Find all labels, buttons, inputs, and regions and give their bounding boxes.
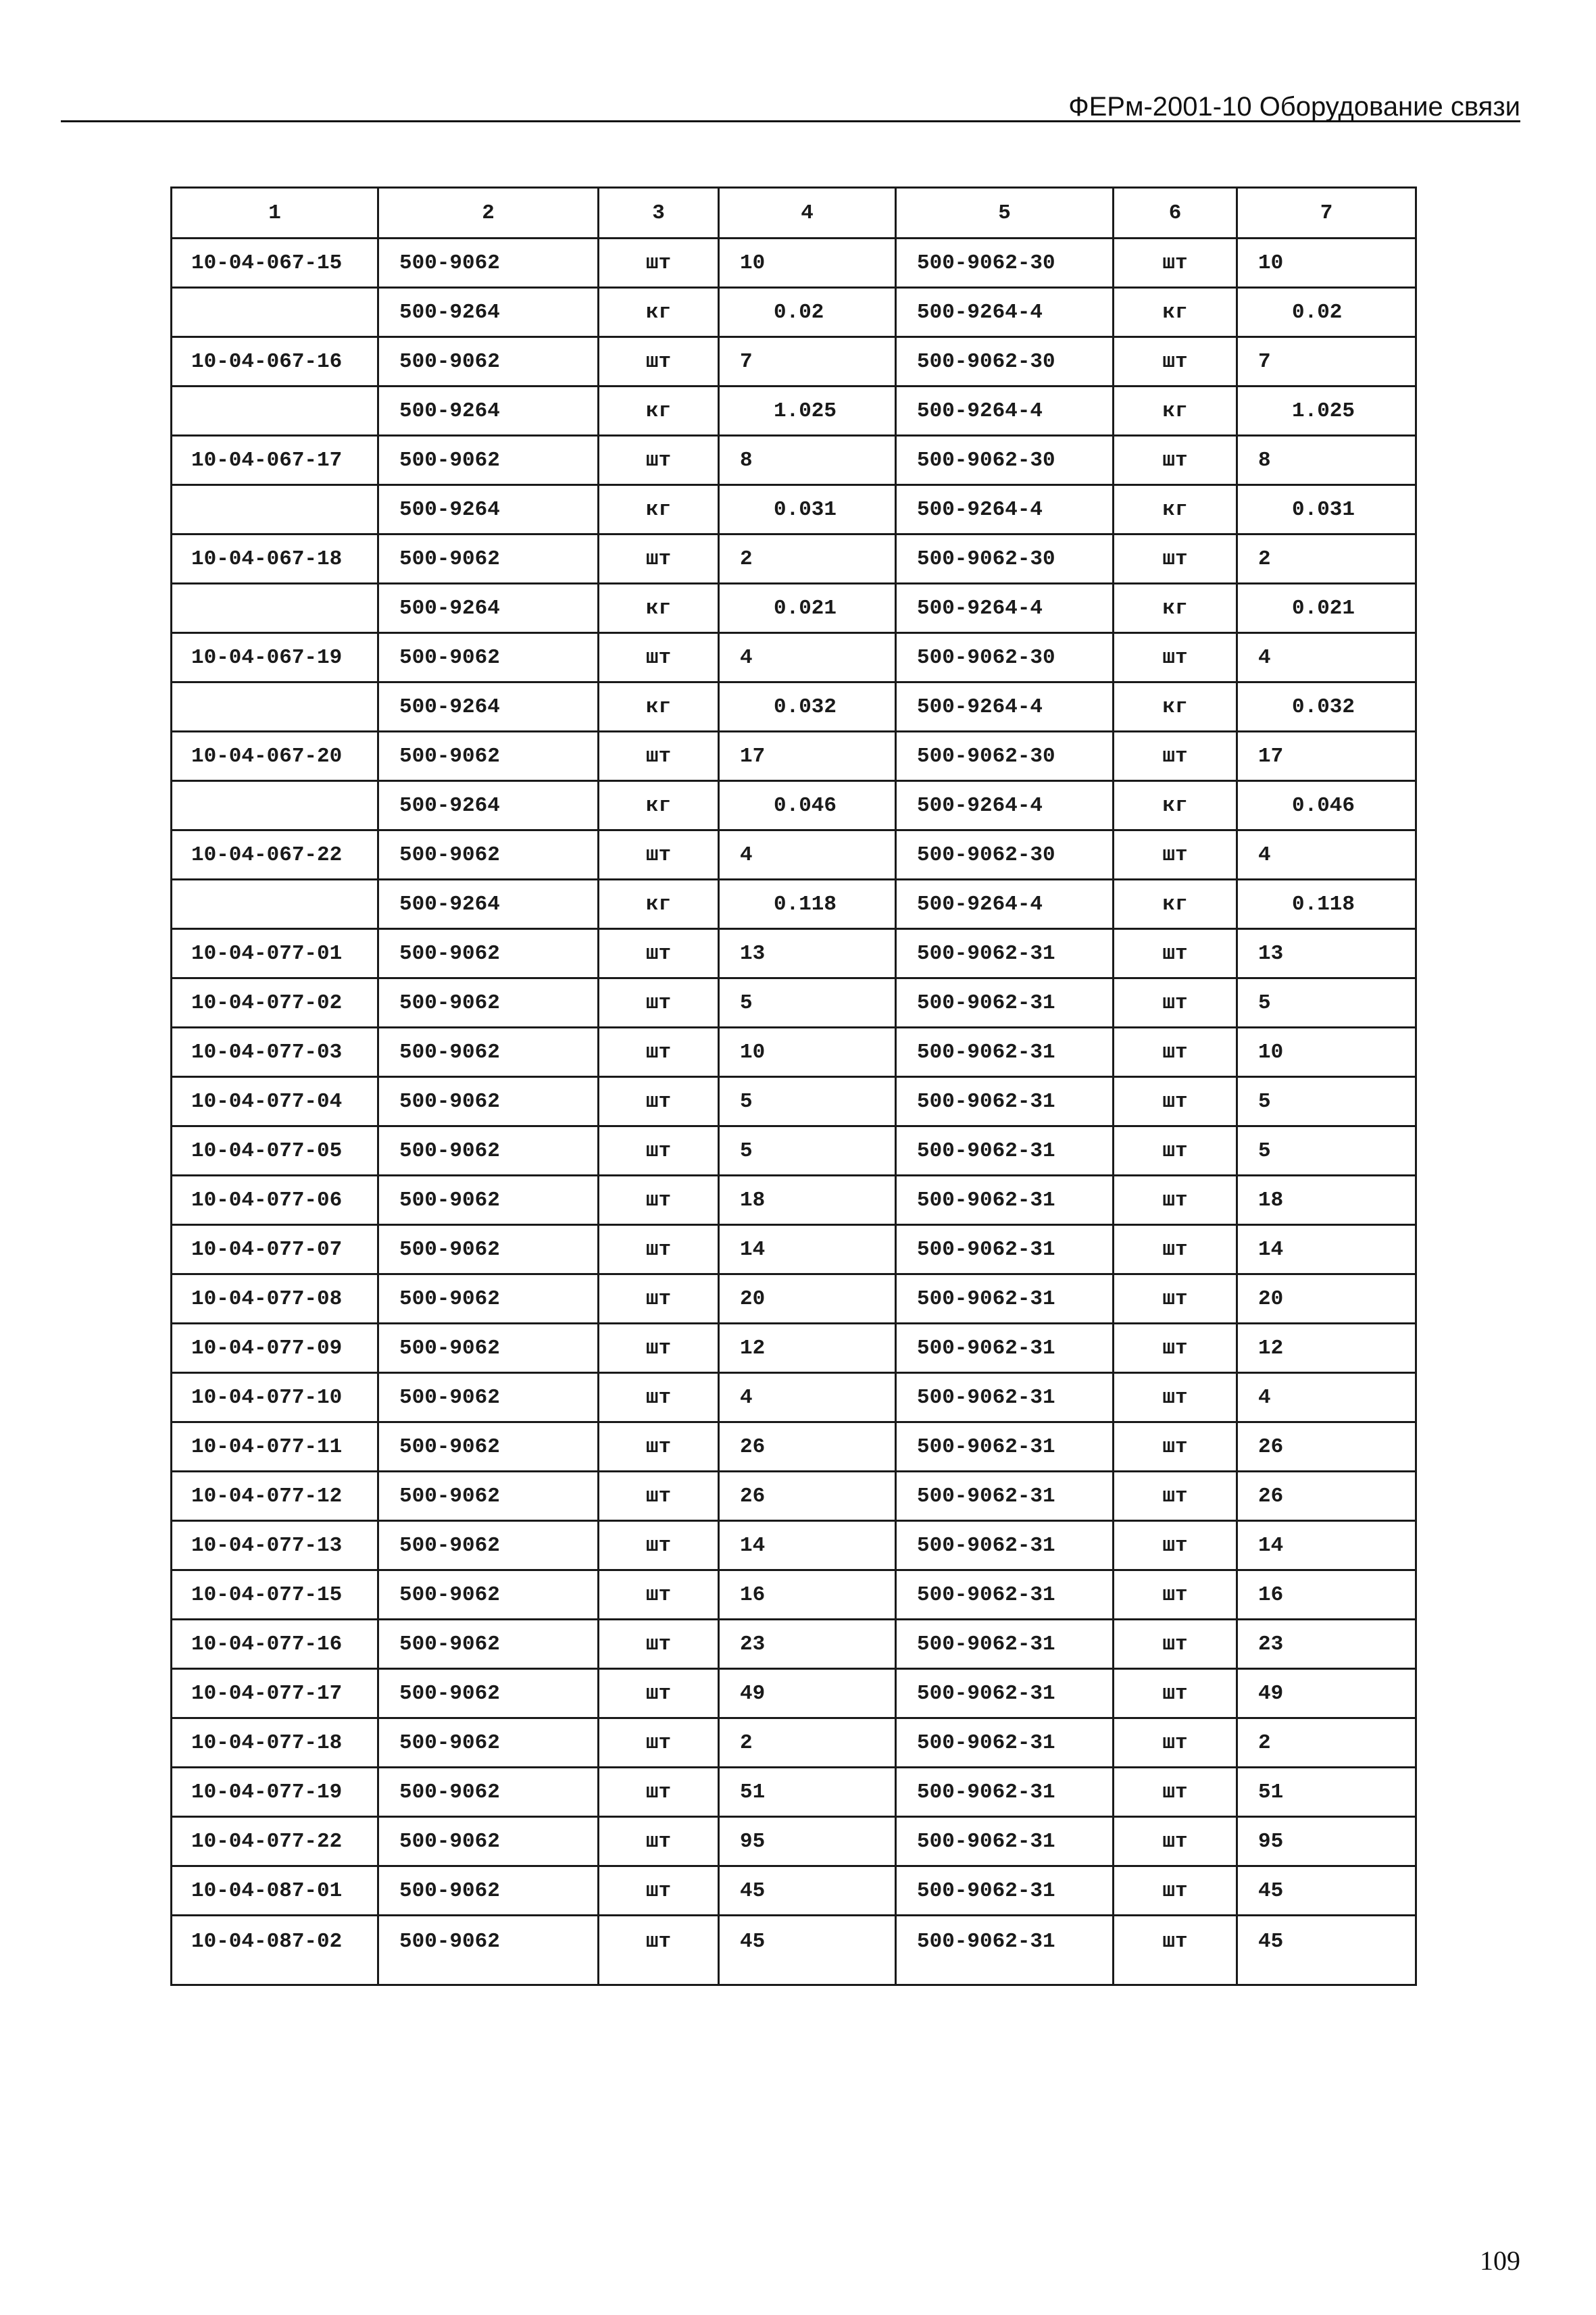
unit-cell: шт — [599, 1077, 719, 1126]
column-header: 6 — [1114, 188, 1237, 239]
new-unit-cell: шт — [1114, 1176, 1237, 1225]
norm-code-cell: 10-04-077-07 — [172, 1225, 378, 1274]
norm-code-cell: 10-04-077-01 — [172, 929, 378, 978]
new-unit-cell: шт — [1114, 1916, 1237, 1985]
new-quantity-cell: 0.032 — [1237, 682, 1416, 732]
new-resource-code-cell: 500-9062-31 — [896, 1669, 1114, 1718]
resource-code-cell: 500-9062 — [378, 1472, 599, 1521]
new-resource-code-cell: 500-9062-31 — [896, 1028, 1114, 1077]
resource-code-cell: 500-9062 — [378, 1866, 599, 1916]
unit-cell: кг — [599, 584, 719, 633]
table-row — [172, 1718, 1416, 1768]
resource-code-cell: 500-9264 — [378, 880, 599, 929]
quantity-cell: 16 — [719, 1570, 896, 1620]
table-row — [172, 633, 1416, 682]
norm-code-cell — [172, 880, 378, 929]
resource-code-cell: 500-9062 — [378, 534, 599, 584]
norm-code-cell — [172, 682, 378, 732]
new-quantity-cell: 4 — [1237, 830, 1416, 880]
quantity-cell: 5 — [719, 1126, 896, 1176]
unit-cell: шт — [599, 1422, 719, 1472]
quantity-cell: 0.032 — [719, 682, 896, 732]
table-row — [172, 239, 1416, 288]
header-divider — [61, 120, 1520, 122]
new-resource-code-cell: 500-9062-31 — [896, 1324, 1114, 1373]
quantity-cell: 0.118 — [719, 880, 896, 929]
unit-cell: шт — [599, 1570, 719, 1620]
quantity-cell: 0.031 — [719, 485, 896, 534]
new-unit-cell: шт — [1114, 1768, 1237, 1817]
new-resource-code-cell: 500-9062-31 — [896, 978, 1114, 1028]
quantity-cell: 5 — [719, 978, 896, 1028]
new-unit-cell: шт — [1114, 1225, 1237, 1274]
new-unit-cell: шт — [1114, 1324, 1237, 1373]
new-resource-code-cell: 500-9264-4 — [896, 880, 1114, 929]
new-quantity-cell: 20 — [1237, 1274, 1416, 1324]
new-unit-cell: шт — [1114, 1521, 1237, 1570]
norm-code-cell: 10-04-077-09 — [172, 1324, 378, 1373]
quantity-cell: 26 — [719, 1422, 896, 1472]
new-resource-code-cell: 500-9062-31 — [896, 1817, 1114, 1866]
table-row — [172, 781, 1416, 830]
new-quantity-cell: 51 — [1237, 1768, 1416, 1817]
resource-code-cell: 500-9062 — [378, 337, 599, 387]
resource-code-cell: 500-9062 — [378, 1422, 599, 1472]
table-row — [172, 1176, 1416, 1225]
unit-cell: кг — [599, 485, 719, 534]
new-quantity-cell: 5 — [1237, 978, 1416, 1028]
new-quantity-cell: 0.021 — [1237, 584, 1416, 633]
norm-code-cell: 10-04-077-11 — [172, 1422, 378, 1472]
quantity-cell: 23 — [719, 1620, 896, 1669]
column-header: 3 — [599, 188, 719, 239]
new-unit-cell: шт — [1114, 239, 1237, 288]
norm-code-cell: 10-04-077-08 — [172, 1274, 378, 1324]
resource-code-cell: 500-9264 — [378, 288, 599, 337]
new-resource-code-cell: 500-9062-31 — [896, 1620, 1114, 1669]
quantity-cell: 18 — [719, 1176, 896, 1225]
quantity-cell: 14 — [719, 1225, 896, 1274]
column-header: 4 — [719, 188, 896, 239]
table-row — [172, 830, 1416, 880]
resource-code-cell: 500-9062 — [378, 1916, 599, 1985]
resource-code-cell: 500-9264 — [378, 682, 599, 732]
unit-cell: шт — [599, 534, 719, 584]
quantity-cell: 45 — [719, 1916, 896, 1985]
quantity-cell: 2 — [719, 534, 896, 584]
quantity-cell: 5 — [719, 1077, 896, 1126]
new-resource-code-cell: 500-9062-30 — [896, 239, 1114, 288]
quantity-cell: 26 — [719, 1472, 896, 1521]
unit-cell: кг — [599, 781, 719, 830]
new-quantity-cell: 4 — [1237, 633, 1416, 682]
new-quantity-cell: 10 — [1237, 1028, 1416, 1077]
new-unit-cell: шт — [1114, 732, 1237, 781]
table-row — [172, 436, 1416, 485]
new-unit-cell: кг — [1114, 781, 1237, 830]
norm-code-cell: 10-04-077-17 — [172, 1669, 378, 1718]
new-quantity-cell: 16 — [1237, 1570, 1416, 1620]
new-quantity-cell: 8 — [1237, 436, 1416, 485]
norm-code-cell: 10-04-087-02 — [172, 1916, 378, 1985]
norm-code-cell: 10-04-077-10 — [172, 1373, 378, 1422]
resource-code-cell: 500-9062 — [378, 633, 599, 682]
table-row — [172, 1126, 1416, 1176]
new-resource-code-cell: 500-9264-4 — [896, 288, 1114, 337]
quantity-cell: 2 — [719, 1718, 896, 1768]
new-unit-cell: кг — [1114, 288, 1237, 337]
new-quantity-cell: 13 — [1237, 929, 1416, 978]
quantity-cell: 95 — [719, 1817, 896, 1866]
unit-cell: шт — [599, 633, 719, 682]
quantity-cell: 1.025 — [719, 387, 896, 436]
new-quantity-cell: 4 — [1237, 1373, 1416, 1422]
new-quantity-cell: 2 — [1237, 534, 1416, 584]
new-quantity-cell: 17 — [1237, 732, 1416, 781]
new-quantity-cell: 0.02 — [1237, 288, 1416, 337]
resource-code-cell: 500-9264 — [378, 781, 599, 830]
table-row — [172, 387, 1416, 436]
new-resource-code-cell: 500-9062-31 — [896, 1570, 1114, 1620]
norm-code-cell: 10-04-077-04 — [172, 1077, 378, 1126]
new-resource-code-cell: 500-9062-30 — [896, 534, 1114, 584]
norm-code-cell: 10-04-067-22 — [172, 830, 378, 880]
unit-cell: кг — [599, 880, 719, 929]
resource-code-cell: 500-9062 — [378, 436, 599, 485]
new-quantity-cell: 5 — [1237, 1077, 1416, 1126]
new-unit-cell: шт — [1114, 1077, 1237, 1126]
resource-table — [170, 186, 1417, 1986]
table-row — [172, 1866, 1416, 1916]
new-resource-code-cell: 500-9062-31 — [896, 1373, 1114, 1422]
new-quantity-cell: 0.031 — [1237, 485, 1416, 534]
table-row — [172, 1422, 1416, 1472]
new-resource-code-cell: 500-9062-30 — [896, 633, 1114, 682]
resource-code-cell: 500-9264 — [378, 387, 599, 436]
norm-code-cell: 10-04-067-17 — [172, 436, 378, 485]
unit-cell: кг — [599, 288, 719, 337]
new-resource-code-cell: 500-9062-30 — [896, 732, 1114, 781]
unit-cell: шт — [599, 1225, 719, 1274]
new-quantity-cell: 49 — [1237, 1669, 1416, 1718]
unit-cell: шт — [599, 1768, 719, 1817]
resource-code-cell: 500-9264 — [378, 485, 599, 534]
column-header: 1 — [172, 188, 378, 239]
table-row — [172, 1373, 1416, 1422]
new-resource-code-cell: 500-9264-4 — [896, 682, 1114, 732]
new-quantity-cell: 18 — [1237, 1176, 1416, 1225]
resource-code-cell: 500-9062 — [378, 830, 599, 880]
norm-code-cell: 10-04-077-19 — [172, 1768, 378, 1817]
quantity-cell: 20 — [719, 1274, 896, 1324]
norm-code-cell — [172, 288, 378, 337]
new-unit-cell: шт — [1114, 1422, 1237, 1472]
resource-code-cell: 500-9062 — [378, 1521, 599, 1570]
table-row — [172, 1225, 1416, 1274]
quantity-cell: 49 — [719, 1669, 896, 1718]
resource-code-cell: 500-9264 — [378, 584, 599, 633]
unit-cell: шт — [599, 1916, 719, 1985]
quantity-cell: 0.021 — [719, 584, 896, 633]
resource-code-cell: 500-9062 — [378, 1768, 599, 1817]
resource-code-cell: 500-9062 — [378, 1570, 599, 1620]
column-header: 5 — [896, 188, 1114, 239]
table-row — [172, 288, 1416, 337]
unit-cell: шт — [599, 1373, 719, 1422]
unit-cell: шт — [599, 1274, 719, 1324]
table-header-row — [172, 188, 1416, 239]
new-resource-code-cell: 500-9062-31 — [896, 1126, 1114, 1176]
new-resource-code-cell: 500-9062-31 — [896, 1916, 1114, 1985]
unit-cell: кг — [599, 387, 719, 436]
new-quantity-cell: 26 — [1237, 1422, 1416, 1472]
norm-code-cell: 10-04-077-12 — [172, 1472, 378, 1521]
new-unit-cell: шт — [1114, 534, 1237, 584]
quantity-cell: 51 — [719, 1768, 896, 1817]
new-unit-cell: кг — [1114, 584, 1237, 633]
quantity-cell: 8 — [719, 436, 896, 485]
table-row — [172, 1768, 1416, 1817]
quantity-cell: 0.02 — [719, 288, 896, 337]
unit-cell: кг — [599, 682, 719, 732]
new-quantity-cell: 23 — [1237, 1620, 1416, 1669]
unit-cell: шт — [599, 1669, 719, 1718]
quantity-cell: 13 — [719, 929, 896, 978]
table-row — [172, 1028, 1416, 1077]
new-unit-cell: шт — [1114, 929, 1237, 978]
table-row — [172, 1521, 1416, 1570]
new-unit-cell: шт — [1114, 1620, 1237, 1669]
new-unit-cell: шт — [1114, 830, 1237, 880]
new-quantity-cell: 7 — [1237, 337, 1416, 387]
resource-code-cell: 500-9062 — [378, 1176, 599, 1225]
table-row — [172, 1324, 1416, 1373]
table-row — [172, 732, 1416, 781]
new-unit-cell: шт — [1114, 1866, 1237, 1916]
new-quantity-cell: 26 — [1237, 1472, 1416, 1521]
new-quantity-cell: 95 — [1237, 1817, 1416, 1866]
unit-cell: шт — [599, 1866, 719, 1916]
new-quantity-cell: 14 — [1237, 1225, 1416, 1274]
new-resource-code-cell: 500-9062-31 — [896, 1768, 1114, 1817]
new-unit-cell: шт — [1114, 633, 1237, 682]
new-unit-cell: шт — [1114, 1028, 1237, 1077]
new-resource-code-cell: 500-9062-31 — [896, 1866, 1114, 1916]
norm-code-cell: 10-04-077-05 — [172, 1126, 378, 1176]
new-resource-code-cell: 500-9062-31 — [896, 1077, 1114, 1126]
quantity-cell: 10 — [719, 1028, 896, 1077]
resource-code-cell: 500-9062 — [378, 1077, 599, 1126]
new-resource-code-cell: 500-9062-31 — [896, 1718, 1114, 1768]
new-quantity-cell: 0.046 — [1237, 781, 1416, 830]
resource-code-cell: 500-9062 — [378, 1620, 599, 1669]
new-resource-code-cell: 500-9062-30 — [896, 337, 1114, 387]
table-row — [172, 1274, 1416, 1324]
quantity-cell: 12 — [719, 1324, 896, 1373]
resource-code-cell: 500-9062 — [378, 1324, 599, 1373]
resource-code-cell: 500-9062 — [378, 929, 599, 978]
norm-code-cell: 10-04-077-02 — [172, 978, 378, 1028]
new-unit-cell: шт — [1114, 978, 1237, 1028]
column-header: 2 — [378, 188, 599, 239]
new-unit-cell: шт — [1114, 1373, 1237, 1422]
new-quantity-cell: 10 — [1237, 239, 1416, 288]
norm-code-cell: 10-04-077-16 — [172, 1620, 378, 1669]
unit-cell: шт — [599, 1176, 719, 1225]
quantity-cell: 17 — [719, 732, 896, 781]
quantity-cell: 10 — [719, 239, 896, 288]
table-row — [172, 1916, 1416, 1985]
unit-cell: шт — [599, 732, 719, 781]
unit-cell: шт — [599, 1472, 719, 1521]
norm-code-cell: 10-04-087-01 — [172, 1866, 378, 1916]
column-header: 7 — [1237, 188, 1416, 239]
new-unit-cell: шт — [1114, 1570, 1237, 1620]
resource-code-cell: 500-9062 — [378, 1225, 599, 1274]
new-unit-cell: кг — [1114, 880, 1237, 929]
quantity-cell: 4 — [719, 633, 896, 682]
new-unit-cell: шт — [1114, 337, 1237, 387]
new-resource-code-cell: 500-9264-4 — [896, 781, 1114, 830]
page-number: 109 — [1480, 2245, 1520, 2276]
table-row — [172, 1817, 1416, 1866]
unit-cell: шт — [599, 1620, 719, 1669]
table-row — [172, 1472, 1416, 1521]
new-resource-code-cell: 500-9264-4 — [896, 485, 1114, 534]
resource-code-cell: 500-9062 — [378, 1126, 599, 1176]
resource-code-cell: 500-9062 — [378, 1817, 599, 1866]
norm-code-cell: 10-04-067-15 — [172, 239, 378, 288]
norm-code-cell: 10-04-067-16 — [172, 337, 378, 387]
table-row — [172, 682, 1416, 732]
new-resource-code-cell: 500-9062-31 — [896, 1225, 1114, 1274]
table-row — [172, 584, 1416, 633]
new-quantity-cell: 12 — [1237, 1324, 1416, 1373]
resource-code-cell: 500-9062 — [378, 1373, 599, 1422]
norm-code-cell: 10-04-077-22 — [172, 1817, 378, 1866]
table-row — [172, 1077, 1416, 1126]
new-unit-cell: шт — [1114, 1274, 1237, 1324]
table-row — [172, 534, 1416, 584]
new-resource-code-cell: 500-9062-31 — [896, 1422, 1114, 1472]
table-row — [172, 485, 1416, 534]
new-resource-code-cell: 500-9062-31 — [896, 1472, 1114, 1521]
new-unit-cell: шт — [1114, 1817, 1237, 1866]
unit-cell: шт — [599, 337, 719, 387]
new-resource-code-cell: 500-9062-31 — [896, 929, 1114, 978]
norm-code-cell: 10-04-077-06 — [172, 1176, 378, 1225]
norm-code-cell — [172, 387, 378, 436]
new-quantity-cell: 5 — [1237, 1126, 1416, 1176]
new-quantity-cell: 45 — [1237, 1916, 1416, 1985]
new-quantity-cell: 1.025 — [1237, 387, 1416, 436]
new-resource-code-cell: 500-9062-31 — [896, 1274, 1114, 1324]
unit-cell: шт — [599, 436, 719, 485]
new-unit-cell: кг — [1114, 387, 1237, 436]
new-resource-code-cell: 500-9062-31 — [896, 1176, 1114, 1225]
table-row — [172, 1620, 1416, 1669]
unit-cell: шт — [599, 1817, 719, 1866]
quantity-cell: 4 — [719, 830, 896, 880]
resource-code-cell: 500-9062 — [378, 1274, 599, 1324]
new-quantity-cell: 45 — [1237, 1866, 1416, 1916]
unit-cell: шт — [599, 1718, 719, 1768]
norm-code-cell — [172, 584, 378, 633]
unit-cell: шт — [599, 1521, 719, 1570]
new-unit-cell: шт — [1114, 1126, 1237, 1176]
resource-code-cell: 500-9062 — [378, 732, 599, 781]
new-resource-code-cell: 500-9264-4 — [896, 387, 1114, 436]
new-unit-cell: шт — [1114, 1669, 1237, 1718]
norm-code-cell — [172, 485, 378, 534]
norm-code-cell: 10-04-067-18 — [172, 534, 378, 584]
unit-cell: шт — [599, 978, 719, 1028]
new-unit-cell: шт — [1114, 1718, 1237, 1768]
norm-code-cell — [172, 781, 378, 830]
new-unit-cell: кг — [1114, 682, 1237, 732]
table-row — [172, 929, 1416, 978]
unit-cell: шт — [599, 929, 719, 978]
new-quantity-cell: 0.118 — [1237, 880, 1416, 929]
unit-cell: шт — [599, 1126, 719, 1176]
norm-code-cell: 10-04-077-13 — [172, 1521, 378, 1570]
new-resource-code-cell: 500-9062-31 — [896, 1521, 1114, 1570]
norm-code-cell: 10-04-077-15 — [172, 1570, 378, 1620]
new-unit-cell: шт — [1114, 1472, 1237, 1521]
unit-cell: шт — [599, 1028, 719, 1077]
unit-cell: шт — [599, 239, 719, 288]
table-row — [172, 337, 1416, 387]
table-row — [172, 1570, 1416, 1620]
quantity-cell: 45 — [719, 1866, 896, 1916]
quantity-cell: 14 — [719, 1521, 896, 1570]
table-row — [172, 978, 1416, 1028]
document-header-title: ФЕРм-2001-10 Оборудование связи — [1068, 92, 1520, 122]
table-row — [172, 880, 1416, 929]
norm-code-cell: 10-04-077-03 — [172, 1028, 378, 1077]
resource-code-cell: 500-9062 — [378, 239, 599, 288]
resource-code-cell: 500-9062 — [378, 1718, 599, 1768]
new-resource-code-cell: 500-9062-30 — [896, 830, 1114, 880]
norm-code-cell: 10-04-067-19 — [172, 633, 378, 682]
new-unit-cell: кг — [1114, 485, 1237, 534]
resource-code-cell: 500-9062 — [378, 978, 599, 1028]
unit-cell: шт — [599, 1324, 719, 1373]
new-quantity-cell: 14 — [1237, 1521, 1416, 1570]
resource-code-cell: 500-9062 — [378, 1028, 599, 1077]
table-body — [172, 239, 1416, 1985]
new-resource-code-cell: 500-9264-4 — [896, 584, 1114, 633]
table-row — [172, 1669, 1416, 1718]
quantity-cell: 4 — [719, 1373, 896, 1422]
quantity-cell: 0.046 — [719, 781, 896, 830]
norm-code-cell: 10-04-077-18 — [172, 1718, 378, 1768]
norm-code-cell: 10-04-067-20 — [172, 732, 378, 781]
new-unit-cell: шт — [1114, 436, 1237, 485]
new-quantity-cell: 2 — [1237, 1718, 1416, 1768]
new-resource-code-cell: 500-9062-30 — [896, 436, 1114, 485]
quantity-cell: 7 — [719, 337, 896, 387]
resource-code-cell: 500-9062 — [378, 1669, 599, 1718]
unit-cell: шт — [599, 830, 719, 880]
